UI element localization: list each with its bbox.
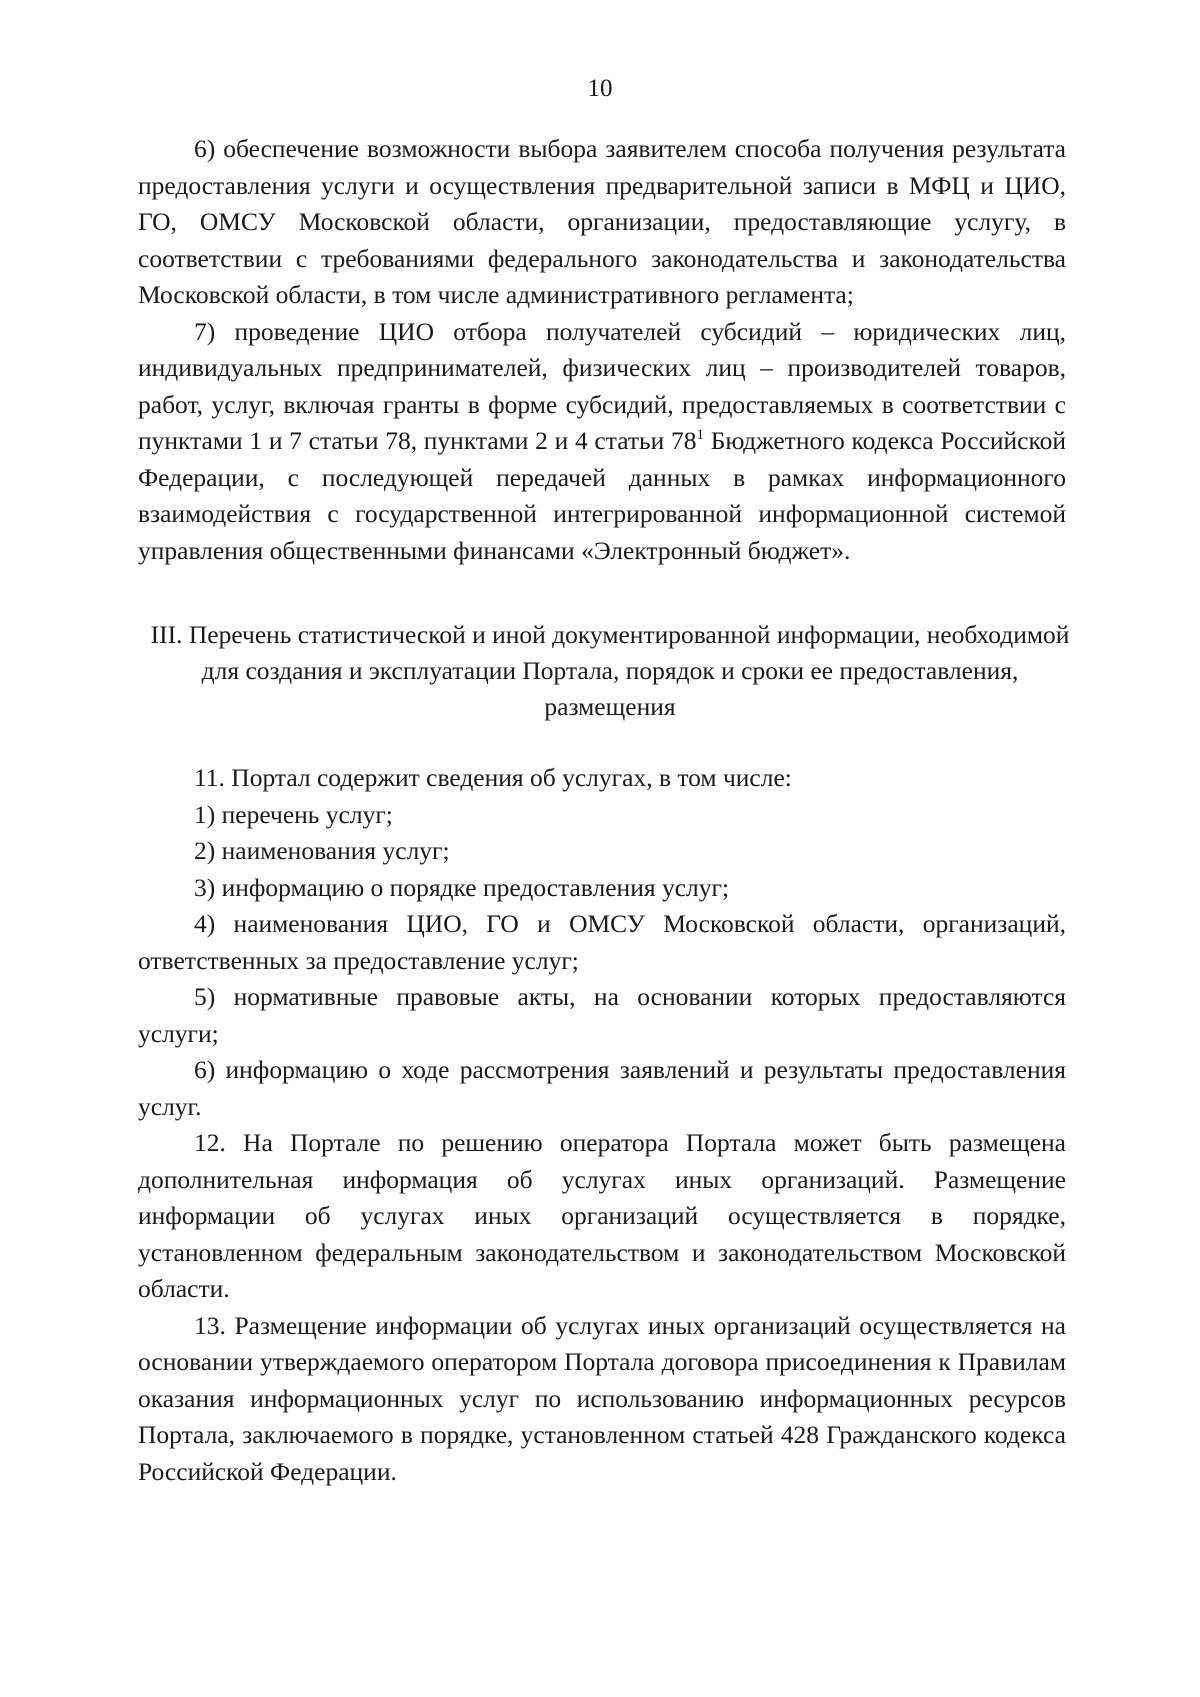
list-item-1: 1) перечень услуг; bbox=[194, 799, 393, 829]
paragraph-11: 11. Портал содержит сведения об услугах, в том числе: bbox=[194, 763, 792, 792]
list-item-2: 2) наименования услуг; bbox=[194, 836, 450, 865]
paragraph-item-6: 6) обеспечение возможности выбора заявителем способа получения результата предоставления услуги и осуществления предварительной записи в МФЦ и ЦИО, ГО, ОМСУ Московской области, организации, предоставляющие услугу, в соответствии с требованиями федерального законодательства и законодательства Московской области, в том числе административного регламента; bbox=[138, 134, 1066, 309]
list-item-5: 5) нормативные правовые акты, на основании которых предоставляются услуги; bbox=[138, 982, 1066, 1048]
section-2-continuation bbox=[138, 131, 1066, 569]
paragraph-13: 13. Размещение информации об услугах иных организаций осуществляется на основании утверждаемого оператором Портала договора присоединения к Правилам оказания информационных услуг по использованию информационных ресурсов Портала, заключаемого в порядке, установленном статьей 428 Гражданского кодекса Российской Федерации. bbox=[138, 1310, 1066, 1486]
item-7-text-end: Бюджетного кодекса Российской Федерации, с последующей передачей данных в рамках информационного взаимодействия с государственной интегрированной информационной системой управления общественными финансами «Электронный бюджет». bbox=[138, 426, 1066, 565]
article-superscript: 1 bbox=[696, 427, 704, 443]
section-3-body bbox=[138, 760, 1066, 1490]
list-item-4: 4) наименования ЦИО, ГО и ОМСУ Московской области, организаций, ответственных за предоставление услуг; bbox=[138, 909, 1066, 975]
list-item-6: 6) информацию о ходе рассмотрения заявлений и результаты предоставления услуг. bbox=[138, 1055, 1066, 1121]
page-number: 10 bbox=[587, 75, 613, 102]
paragraph-12: 12. На Портале по решению оператора Портала может быть размещена дополнительная информация об услугах иных организаций. Размещение информации об услугах иных организаций осуществляется в порядке, установленном федеральным законодательством и законодательством Московской области. bbox=[138, 1128, 1066, 1303]
paragraph-item-7 bbox=[138, 314, 1066, 570]
item-7-text-start: 7) проведение ЦИО отбора получателей субсидий – юридических лиц, индивидуальных предпринимателей, физических лиц – производителей товаров, работ, услуг, включая гранты в форме субсидий, предоставляемых в соответствии с пунктами 1 и 7 статьи 78, пунктами 2 и 4 статьи 78 bbox=[138, 316, 1066, 455]
section-3-heading: III. Перечень статистической и иной документированной информации, необходимой для создания и эксплуатации Портала, порядок и сроки ее предоставления, размещения bbox=[150, 620, 1070, 721]
list-item-3: 3) информацию о порядке предоставления услуг; bbox=[194, 872, 730, 902]
